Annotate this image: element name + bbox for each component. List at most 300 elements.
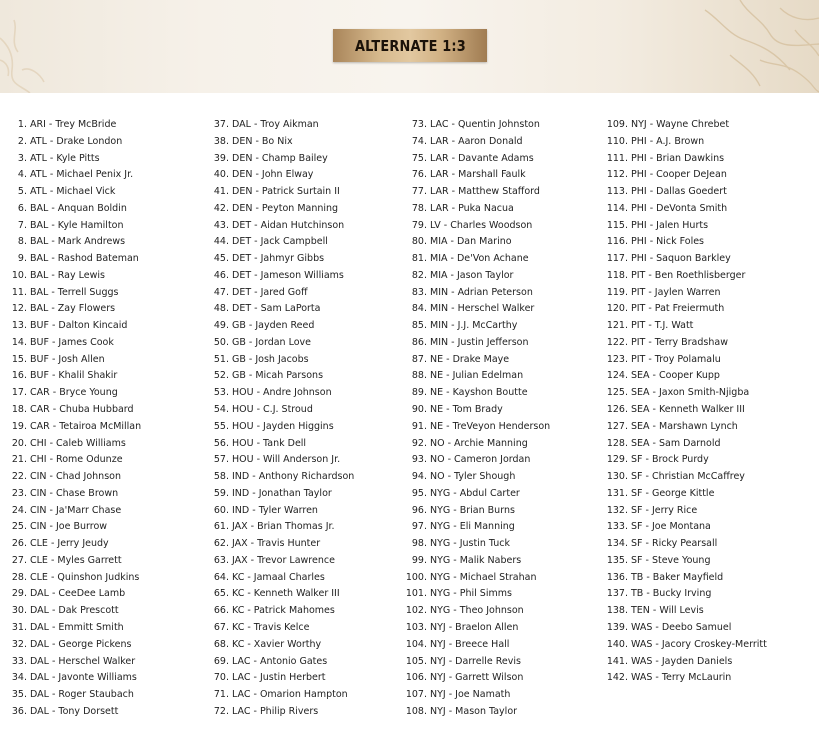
list-item-player: CLE - Myles Garrett xyxy=(30,554,122,566)
list-item-number: 50. xyxy=(213,336,229,348)
list-item xyxy=(600,620,767,637)
list-item xyxy=(600,519,767,536)
list-item xyxy=(600,452,767,469)
list-item-number: 34. xyxy=(11,672,27,684)
list-item-player: DAL - Javonte Williams xyxy=(30,672,137,684)
list-item-number: 82. xyxy=(411,269,427,281)
list-item-number: 65. xyxy=(213,588,229,600)
list-item-player: KC - Xavier Worthy xyxy=(232,638,322,650)
list-item-number: 7. xyxy=(17,219,27,231)
list-item-player: MIN - Herschel Walker xyxy=(430,303,535,315)
list-item-player: HOU - Tank Dell xyxy=(232,437,307,449)
list-item-number: 115. xyxy=(606,219,628,231)
list-item-number: 10. xyxy=(11,269,27,281)
list-item xyxy=(201,637,354,654)
list-item xyxy=(201,670,354,687)
list-item xyxy=(201,452,354,469)
list-item-player: BAL - Terrell Suggs xyxy=(30,286,119,298)
list-item xyxy=(201,687,354,704)
list-item-player: DEN - Patrick Surtain II xyxy=(232,186,340,198)
list-item-number: 77. xyxy=(411,186,427,198)
list-item-number: 119. xyxy=(606,286,628,298)
list-item-number: 129. xyxy=(606,454,628,466)
list-item-number: 35. xyxy=(11,689,27,701)
list-item xyxy=(201,218,354,235)
list-item-number: 5. xyxy=(17,186,27,198)
list-item-player: PHI - Dallas Goedert xyxy=(631,186,727,198)
list-item xyxy=(6,486,141,503)
list-item-number: 41. xyxy=(213,186,229,198)
list-item-number: 103. xyxy=(405,621,427,633)
list-item-number: 9. xyxy=(17,253,27,265)
list-item-player: NYG - Theo Johnson xyxy=(430,605,524,617)
list-item-number: 12. xyxy=(11,303,27,315)
list-item xyxy=(6,268,141,285)
list-item-player: LAC - Quentin Johnston xyxy=(430,119,540,130)
list-item xyxy=(201,117,354,134)
list-item xyxy=(399,184,550,201)
list-item-number: 142. xyxy=(606,672,628,684)
list-item xyxy=(399,151,550,168)
list-item-number: 3. xyxy=(17,152,27,164)
list-item xyxy=(399,117,550,134)
list-item-number: 93. xyxy=(411,454,427,466)
list-item-player: CLE - Quinshon Judkins xyxy=(30,571,140,583)
list-item-player: NO - Archie Manning xyxy=(430,437,528,449)
list-item-player: LAR - Davante Adams xyxy=(430,152,534,164)
list-item xyxy=(399,436,550,453)
list-item xyxy=(600,268,767,285)
list-item-player: SF - Brock Purdy xyxy=(631,454,709,466)
list-item xyxy=(399,419,550,436)
list-item-number: 68. xyxy=(213,638,229,650)
list-item-player: MIA - Jason Taylor xyxy=(430,269,514,281)
list-item-player: DET - Jack Campbell xyxy=(232,236,328,248)
list-item-number: 81. xyxy=(411,253,427,265)
list-item-player: PHI - Saquon Barkley xyxy=(631,253,731,265)
list-item xyxy=(6,687,141,704)
list-item-player: PHI - Nick Foles xyxy=(631,236,705,248)
list-item-player: BUF - Josh Allen xyxy=(30,353,105,365)
list-item-number: 43. xyxy=(213,219,229,231)
list-item-number: 29. xyxy=(11,588,27,600)
list-item-player: DAL - Dak Prescott xyxy=(30,605,119,617)
list-item-number: 91. xyxy=(411,420,427,432)
list-item xyxy=(600,352,767,369)
list-item-number: 99. xyxy=(411,554,427,566)
list-item-number: 2. xyxy=(17,135,27,147)
list-column-4 xyxy=(600,117,767,687)
list-item-number: 8. xyxy=(17,236,27,248)
list-item-player: SEA - Sam Darnold xyxy=(631,437,721,449)
list-item-number: 111. xyxy=(606,152,628,164)
list-item-number: 94. xyxy=(411,471,427,483)
list-item xyxy=(201,654,354,671)
list-item-player: LAR - Puka Nacua xyxy=(430,202,514,214)
list-item-number: 141. xyxy=(606,655,628,667)
title-plate xyxy=(333,29,487,62)
list-item xyxy=(201,268,354,285)
list-item xyxy=(201,603,354,620)
page-title: ALTERNATE 1:3 xyxy=(354,36,466,55)
list-item-player: BAL - Rashod Bateman xyxy=(30,253,139,265)
list-item-player: WAS - Jacory Croskey-Merritt xyxy=(631,638,767,650)
list-item-number: 72. xyxy=(213,705,229,717)
list-item xyxy=(6,184,141,201)
list-item xyxy=(201,201,354,218)
list-item xyxy=(399,486,550,503)
list-item-number: 112. xyxy=(606,169,628,181)
list-item xyxy=(600,184,767,201)
list-item-number: 104. xyxy=(405,638,427,650)
list-item xyxy=(399,654,550,671)
list-item-number: 96. xyxy=(411,504,427,516)
list-item-number: 57. xyxy=(213,454,229,466)
list-item xyxy=(600,251,767,268)
list-item-number: 106. xyxy=(405,672,427,684)
list-item-player: PIT - Troy Polamalu xyxy=(631,353,721,365)
list-item-number: 122. xyxy=(606,336,628,348)
list-item-number: 22. xyxy=(11,471,27,483)
list-item-number: 79. xyxy=(411,219,427,231)
list-item-player: SEA - Marshawn Lynch xyxy=(631,420,738,432)
list-item-number: 134. xyxy=(606,538,628,550)
list-item-number: 83. xyxy=(411,286,427,298)
list-item xyxy=(6,419,141,436)
list-item-number: 48. xyxy=(213,303,229,315)
list-item-player: WAS - Jayden Daniels xyxy=(631,655,733,667)
list-item xyxy=(399,586,550,603)
list-item xyxy=(600,436,767,453)
list-item xyxy=(399,503,550,520)
list-item xyxy=(201,251,354,268)
list-item-player: ARI - Trey McBride xyxy=(30,119,117,130)
list-item-number: 100. xyxy=(405,571,427,583)
list-item xyxy=(600,134,767,151)
list-item xyxy=(201,167,354,184)
list-item-player: NO - Cameron Jordan xyxy=(430,454,531,466)
list-item-player: LAC - Antonio Gates xyxy=(232,655,328,667)
list-item xyxy=(6,603,141,620)
list-item xyxy=(6,218,141,235)
list-item-number: 26. xyxy=(11,538,27,550)
list-item-number: 36. xyxy=(11,705,27,717)
list-item-number: 76. xyxy=(411,169,427,181)
list-item-player: DET - Aidan Hutchinson xyxy=(232,219,345,231)
list-item xyxy=(600,486,767,503)
list-item-player: PHI - Brian Dawkins xyxy=(631,152,725,164)
list-item xyxy=(6,553,141,570)
list-item-number: 113. xyxy=(606,186,628,198)
list-item-number: 121. xyxy=(606,320,628,332)
list-item-player: NO - Tyler Shough xyxy=(430,471,516,483)
list-item xyxy=(600,368,767,385)
list-item-player: PIT - Pat Freiermuth xyxy=(631,303,725,315)
list-item-player: DAL - CeeDee Lamb xyxy=(30,588,126,600)
list-item xyxy=(201,469,354,486)
list-item-number: 63. xyxy=(213,554,229,566)
list-item-number: 133. xyxy=(606,521,628,533)
list-item xyxy=(6,385,141,402)
list-item-player: KC - Jamaal Charles xyxy=(232,571,325,583)
list-item-player: WAS - Terry McLaurin xyxy=(631,672,732,684)
list-item-player: LAR - Aaron Donald xyxy=(430,135,523,147)
list-item-number: 110. xyxy=(606,135,628,147)
list-item-player: IND - Jonathan Taylor xyxy=(232,487,332,499)
list-item-player: NYJ - Breece Hall xyxy=(430,638,510,650)
list-item-player: SF - Jerry Rice xyxy=(631,504,698,516)
list-item-player: PIT - T.J. Watt xyxy=(631,320,694,332)
list-item-player: TEN - Will Levis xyxy=(631,605,704,617)
list-item-player: GB - Josh Jacobs xyxy=(232,353,309,365)
list-item xyxy=(6,402,141,419)
list-item xyxy=(600,218,767,235)
list-item-player: PIT - Terry Bradshaw xyxy=(631,336,728,348)
list-item xyxy=(600,570,767,587)
list-item-number: 13. xyxy=(11,320,27,332)
list-item-number: 47. xyxy=(213,286,229,298)
list-item-player: CAR - Tetairoa McMillan xyxy=(30,420,142,432)
list-item-player: DET - Jared Goff xyxy=(232,286,308,298)
list-item-player: BAL - Anquan Boldin xyxy=(30,202,127,214)
list-item-player: PIT - Jaylen Warren xyxy=(631,286,721,298)
list-item-number: 23. xyxy=(11,487,27,499)
list-item xyxy=(201,519,354,536)
list-item xyxy=(6,234,141,251)
list-item xyxy=(201,301,354,318)
list-item-player: NYJ - Darrelle Revis xyxy=(430,655,521,667)
list-item xyxy=(600,637,767,654)
list-item-number: 98. xyxy=(411,538,427,550)
list-item-player: DEN - John Elway xyxy=(232,169,314,181)
list-item-number: 19. xyxy=(11,420,27,432)
list-item-player: CIN - Joe Burrow xyxy=(30,521,108,533)
list-item-number: 37. xyxy=(213,119,229,130)
list-item-player: IND - Anthony Richardson xyxy=(232,471,355,483)
list-item-player: BAL - Mark Andrews xyxy=(30,236,126,248)
list-item xyxy=(399,402,550,419)
list-item-number: 140. xyxy=(606,638,628,650)
list-item xyxy=(600,234,767,251)
list-item-player: NYJ - Joe Namath xyxy=(430,689,511,701)
list-column-3 xyxy=(399,117,550,721)
list-item xyxy=(600,654,767,671)
list-item-player: MIN - Adrian Peterson xyxy=(430,286,533,298)
list-item-number: 38. xyxy=(213,135,229,147)
list-item-number: 69. xyxy=(213,655,229,667)
list-item-player: NYG - Justin Tuck xyxy=(430,538,511,550)
list-item-number: 53. xyxy=(213,387,229,399)
list-column-2 xyxy=(201,117,354,721)
list-item-number: 97. xyxy=(411,521,427,533)
list-item-player: LAR - Marshall Faulk xyxy=(430,169,526,181)
list-item-player: SF - Steve Young xyxy=(631,554,711,566)
list-item xyxy=(399,637,550,654)
list-item-number: 138. xyxy=(606,605,628,617)
list-item xyxy=(600,151,767,168)
list-item-number: 132. xyxy=(606,504,628,516)
list-item-number: 92. xyxy=(411,437,427,449)
list-item-player: ATL - Kyle Pitts xyxy=(30,152,100,164)
list-item-player: BAL - Zay Flowers xyxy=(30,303,116,315)
list-item-number: 109. xyxy=(606,119,628,130)
list-item-player: JAX - Brian Thomas Jr. xyxy=(232,521,335,533)
list-item-player: MIA - Dan Marino xyxy=(430,236,512,248)
list-item-player: CHI - Caleb Williams xyxy=(30,437,126,449)
list-item-number: 130. xyxy=(606,471,628,483)
list-item xyxy=(6,536,141,553)
list-item xyxy=(6,452,141,469)
list-item-number: 89. xyxy=(411,387,427,399)
list-item xyxy=(201,436,354,453)
list-item xyxy=(399,620,550,637)
list-item xyxy=(399,318,550,335)
list-item xyxy=(201,134,354,151)
list-item-number: 78. xyxy=(411,202,427,214)
list-item-player: LV - Charles Woodson xyxy=(430,219,533,231)
list-item xyxy=(399,167,550,184)
list-item-player: KC - Kenneth Walker III xyxy=(232,588,340,600)
list-item-player: DAL - George Pickens xyxy=(30,638,132,650)
list-item-player: LAC - Omarion Hampton xyxy=(232,689,348,701)
list-item xyxy=(600,301,767,318)
list-item xyxy=(201,503,354,520)
list-item-player: KC - Travis Kelce xyxy=(232,621,310,633)
list-item xyxy=(600,469,767,486)
list-item-player: WAS - Deebo Samuel xyxy=(631,621,732,633)
list-item-number: 59. xyxy=(213,487,229,499)
list-item-number: 70. xyxy=(213,672,229,684)
list-item-number: 124. xyxy=(606,370,628,382)
list-item xyxy=(6,586,141,603)
list-item-number: 6. xyxy=(17,202,27,214)
list-item-player: MIN - Justin Jefferson xyxy=(430,336,529,348)
list-item xyxy=(600,586,767,603)
list-item xyxy=(6,620,141,637)
list-item-number: 60. xyxy=(213,504,229,516)
list-item xyxy=(201,368,354,385)
list-item-number: 67. xyxy=(213,621,229,633)
list-item-player: DAL - Troy Aikman xyxy=(232,119,319,130)
list-item xyxy=(399,536,550,553)
list-item-player: DEN - Bo Nix xyxy=(232,135,293,147)
list-item xyxy=(600,167,767,184)
list-item xyxy=(201,553,354,570)
list-item-player: MIN - J.J. McCarthy xyxy=(430,320,518,332)
list-item-number: 42. xyxy=(213,202,229,214)
list-item-player: CIN - Chase Brown xyxy=(30,487,119,499)
list-item-number: 116. xyxy=(606,236,628,248)
list-item-player: DAL - Tony Dorsett xyxy=(30,705,119,717)
list-item xyxy=(600,385,767,402)
list-item-player: SEA - Kenneth Walker III xyxy=(631,404,745,416)
list-item xyxy=(6,654,141,671)
list-item xyxy=(399,519,550,536)
list-item-player: JAX - Travis Hunter xyxy=(232,538,321,550)
list-item-number: 61. xyxy=(213,521,229,533)
list-item xyxy=(201,151,354,168)
list-item-player: MIA - De'Von Achane xyxy=(430,253,529,265)
list-item-number: 33. xyxy=(11,655,27,667)
list-item xyxy=(6,134,141,151)
list-item xyxy=(6,368,141,385)
list-item-number: 52. xyxy=(213,370,229,382)
list-item xyxy=(6,167,141,184)
list-item-player: PHI - Jalen Hurts xyxy=(631,219,709,231)
list-item-player: SF - Ricky Pearsall xyxy=(631,538,718,550)
list-item xyxy=(6,670,141,687)
list-item xyxy=(6,503,141,520)
list-item-number: 108. xyxy=(405,705,427,717)
list-item xyxy=(201,285,354,302)
list-item xyxy=(600,536,767,553)
list-item xyxy=(399,335,550,352)
list-item-number: 20. xyxy=(11,437,27,449)
list-item-number: 58. xyxy=(213,471,229,483)
list-item-player: PHI - DeVonta Smith xyxy=(631,202,728,214)
list-item-number: 55. xyxy=(213,420,229,432)
list-item xyxy=(6,519,141,536)
list-item xyxy=(201,385,354,402)
list-item-player: NYJ - Braelon Allen xyxy=(430,621,519,633)
list-item xyxy=(201,352,354,369)
list-item-number: 21. xyxy=(11,454,27,466)
list-item xyxy=(399,385,550,402)
list-item xyxy=(399,352,550,369)
list-item-number: 24. xyxy=(11,504,27,516)
list-item xyxy=(399,452,550,469)
list-item xyxy=(399,285,550,302)
list-item xyxy=(201,536,354,553)
list-item-number: 15. xyxy=(11,353,27,365)
list-item xyxy=(399,469,550,486)
list-item xyxy=(6,117,141,134)
list-item-number: 64. xyxy=(213,571,229,583)
list-item xyxy=(201,419,354,436)
list-item-number: 117. xyxy=(606,253,628,265)
list-item-player: IND - Tyler Warren xyxy=(232,504,318,516)
player-list xyxy=(0,93,819,737)
list-item-number: 11. xyxy=(11,286,27,298)
list-item-player: BAL - Ray Lewis xyxy=(30,269,105,281)
list-item xyxy=(600,117,767,134)
list-item-player: NYG - Abdul Carter xyxy=(430,487,520,499)
list-item-player: DAL - Roger Staubach xyxy=(30,689,134,701)
list-item-number: 86. xyxy=(411,336,427,348)
list-item-number: 90. xyxy=(411,404,427,416)
list-item-player: GB - Micah Parsons xyxy=(232,370,324,382)
list-item-player: NYG - Michael Strahan xyxy=(430,571,537,583)
list-item xyxy=(201,486,354,503)
list-item-number: 80. xyxy=(411,236,427,248)
list-item-number: 45. xyxy=(213,253,229,265)
list-item-player: CAR - Chuba Hubbard xyxy=(30,404,134,416)
list-item xyxy=(399,368,550,385)
list-item xyxy=(399,234,550,251)
list-item xyxy=(201,620,354,637)
list-item-number: 17. xyxy=(11,387,27,399)
header-banner xyxy=(0,0,819,93)
list-item xyxy=(201,184,354,201)
list-item-player: ATL - Drake London xyxy=(30,135,123,147)
list-item-player: NYG - Brian Burns xyxy=(430,504,515,516)
list-item xyxy=(600,553,767,570)
list-item xyxy=(600,419,767,436)
list-item xyxy=(6,352,141,369)
list-item-player: LAC - Philip Rivers xyxy=(232,705,319,717)
list-item-player: DET - Jameson Williams xyxy=(232,269,344,281)
list-item-player: NYG - Malik Nabers xyxy=(430,554,522,566)
